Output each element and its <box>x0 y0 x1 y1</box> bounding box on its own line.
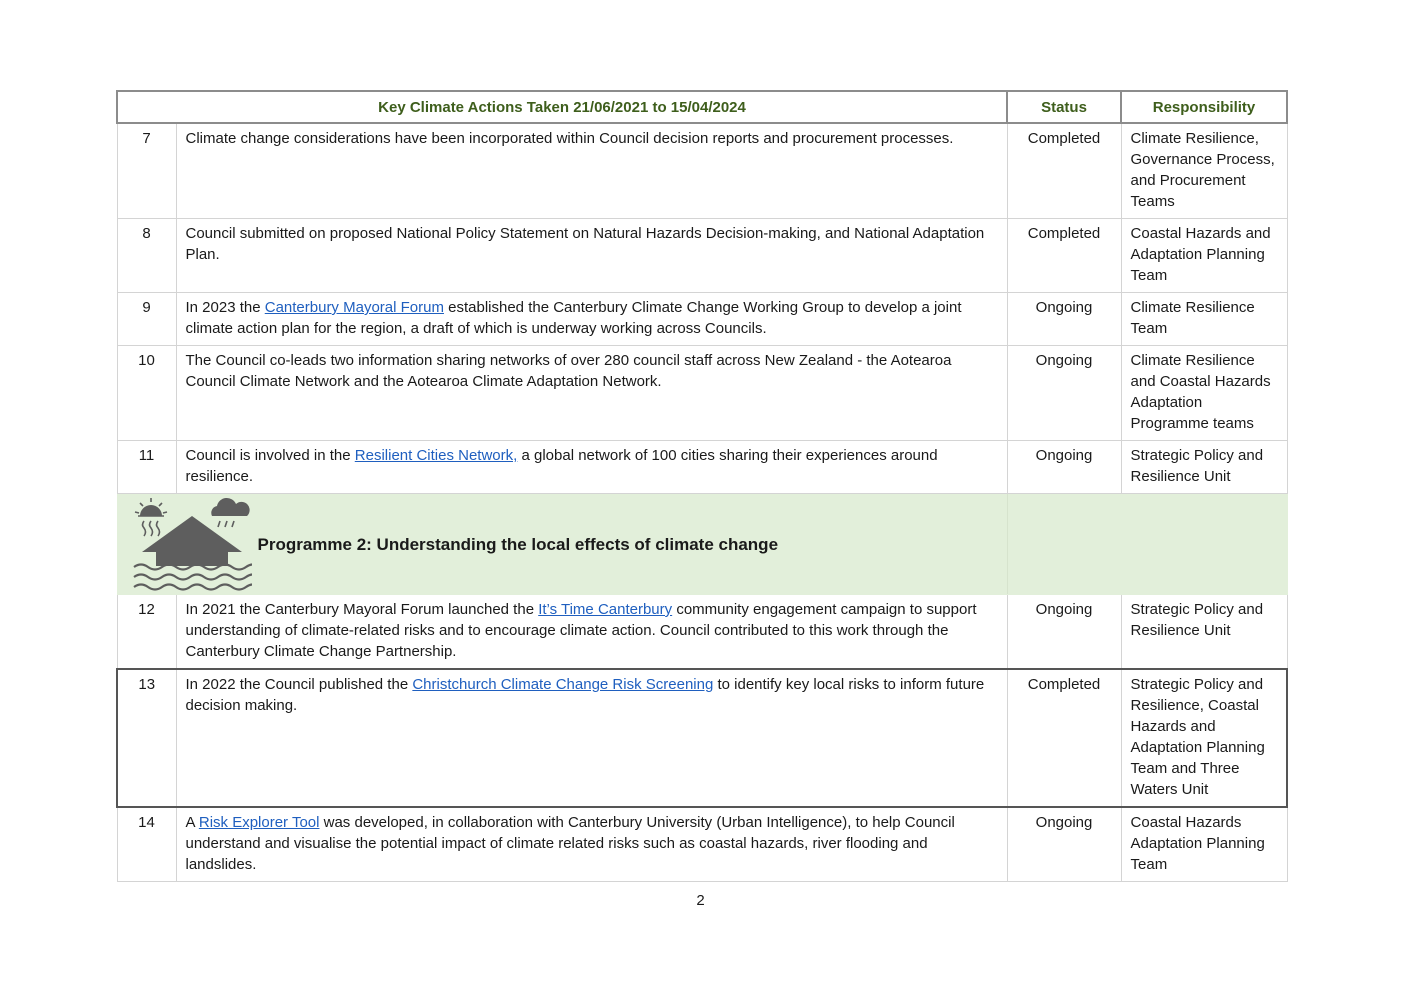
status-cell: Completed <box>1007 669 1121 807</box>
description-text: Council is involved in the <box>185 447 355 464</box>
action-description <box>176 669 1007 807</box>
responsibility-cell: Strategic Policy and Resilience, Coastal Hazards and Adaptation Planning Team and Three Waters Unit <box>1121 669 1287 807</box>
table-row <box>117 346 1287 441</box>
row-number: 7 <box>117 123 176 219</box>
row-number: 8 <box>117 219 176 293</box>
table-title: Key Climate Actions Taken 21/06/2021 to 15/04/2024 <box>117 91 1007 123</box>
table-row <box>117 669 1287 807</box>
programme-heading-row <box>117 494 1287 595</box>
risk-explorer-tool-link[interactable]: Risk Explorer Tool <box>198 814 320 831</box>
description-text: In 2023 the <box>185 299 265 316</box>
row-number: 9 <box>117 293 176 346</box>
canterbury-mayoral-forum-link[interactable]: Canterbury Mayoral Forum <box>264 299 444 316</box>
page-number: 2 <box>696 892 705 909</box>
description-text: In 2022 the Council published the <box>185 676 413 693</box>
row-number: 11 <box>117 441 176 494</box>
flooded-house-weather-icon <box>132 494 252 594</box>
status-cell: Completed <box>1007 123 1121 219</box>
programme-status-empty <box>1007 494 1121 595</box>
responsibility-cell: Climate Resilience, Governance Process, and Procurement Teams <box>1121 123 1287 219</box>
description-text: community engagement campaign to support understanding of climate-related risks and to encourage climate action. Council contributed to this work through the Canterbury Climate Change Partnership. <box>185 601 977 660</box>
climate-actions-table <box>116 90 1288 882</box>
status-cell: Ongoing <box>1007 346 1121 441</box>
action-description: Climate change considerations have been incorporated within Council decision reports and procurement processes. <box>176 123 1007 219</box>
responsibility-cell: Coastal Hazards and Adaptation Planning Team <box>1121 219 1287 293</box>
table-row <box>117 123 1287 219</box>
row-number: 14 <box>117 807 176 882</box>
risk-screening-link[interactable]: Christchurch Climate Change Risk Screening <box>412 676 714 693</box>
responsibility-column-header: Responsibility <box>1121 91 1287 123</box>
table-row <box>117 219 1287 293</box>
description-text: a global network of 100 cities sharing their experiences around resilience. <box>185 447 938 485</box>
programme-title: Programme 2: Understanding the local effects of climate change <box>257 534 779 554</box>
responsibility-cell: Climate Resilience and Coastal Hazards Adaptation Programme teams <box>1121 346 1287 441</box>
table-header-row <box>117 91 1287 123</box>
status-column-header: Status <box>1007 91 1121 123</box>
status-cell: Ongoing <box>1007 441 1121 494</box>
description-text: In 2021 the Canterbury Mayoral Forum launched the <box>185 601 539 618</box>
status-cell: Completed <box>1007 219 1121 293</box>
action-description: The Council co-leads two information sharing networks of over 280 council staff across New Zealand - the Aotearoa Council Climate Network and the Aotearoa Climate Adaptation Network. <box>176 346 1007 441</box>
table-row <box>117 441 1287 494</box>
description-text: was developed, in collaboration with Canterbury University (Urban Intelligence), to help Council understand and visualise the potential impact of climate related risks such as coastal hazards, river flooding and landslides. <box>185 814 955 873</box>
action-description <box>176 595 1007 670</box>
description-text: A <box>185 814 199 831</box>
row-number: 13 <box>117 669 176 807</box>
programme-responsibility-empty <box>1121 494 1287 595</box>
row-number: 10 <box>117 346 176 441</box>
resilient-cities-network-link[interactable]: Resilient Cities Network, <box>354 447 518 464</box>
row-number: 12 <box>117 595 176 670</box>
status-cell: Ongoing <box>1007 595 1121 670</box>
its-time-canterbury-link[interactable]: It’s Time Canterbury <box>538 601 673 618</box>
responsibility-cell: Climate Resilience Team <box>1121 293 1287 346</box>
status-cell: Ongoing <box>1007 807 1121 882</box>
table-row <box>117 293 1287 346</box>
status-cell: Ongoing <box>1007 293 1121 346</box>
table-row <box>117 807 1287 882</box>
description-text: established the Canterbury Climate Change Working Group to develop a joint climate action plan for the region, a draft of which is underway working across Councils. <box>185 299 962 337</box>
action-description: Council submitted on proposed National Policy Statement on Natural Hazards Decision-making, and National Adaptation Plan. <box>176 219 1007 293</box>
responsibility-cell: Strategic Policy and Resilience Unit <box>1121 441 1287 494</box>
responsibility-cell: Coastal Hazards Adaptation Planning Team <box>1121 807 1287 882</box>
table-row <box>117 595 1287 670</box>
action-description <box>176 441 1007 494</box>
description-text: to identify key local risks to inform future decision making. <box>185 676 985 714</box>
programme-heading <box>117 494 1007 595</box>
responsibility-cell: Strategic Policy and Resilience Unit <box>1121 595 1287 670</box>
action-description <box>176 293 1007 346</box>
action-description <box>176 807 1007 882</box>
